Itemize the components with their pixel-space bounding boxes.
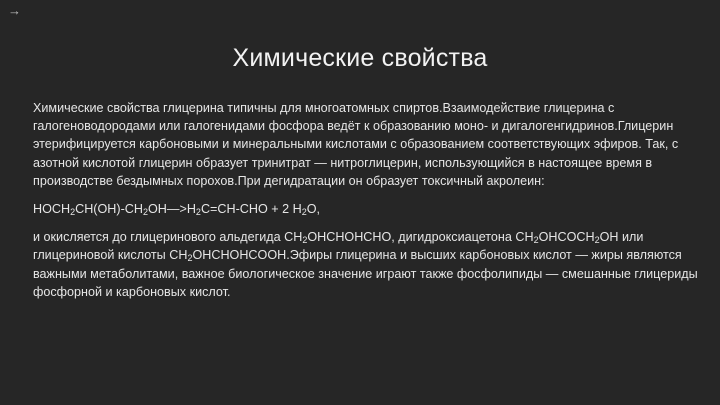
paragraph-intro: Химические свойства глицерина типичны для многоатомных спиртов.Взаимодействие глицерина с галогеноводородами или галогенидами фосфора ведёт к образованию моно- и дигалогенгидринов.Глицерин этерифицируется карбоновыми и минеральными кислотами с образованием соответствующих эфиров. Так, с азотной кислотой глицерин образует тринитрат — нитроглицерин, использующийся в настоящее время в производстве бездымных порохов.При дегидратации он образует токсичный акролеин: [33, 101, 679, 188]
slide-body [33, 99, 698, 301]
slide-title: Химические свойства [232, 44, 488, 72]
paragraph-oxidation: и окисляется до глицеринового альдегида $CH_2OHCHOHCHO$, дигидроксиацетона $CH_2OHCOCH_2OH$ или глицериновой кислоты $CH_2OHCHOHCOOH.Эфиры$ глицерина и высших карбоновых кислот — жиры являются важными метаболитами, важное биологическое значение играют также фосфолипиды — смешанные глицериды фосфорной и карбоновых кислот. [33, 230, 698, 299]
reaction-formula: $HOCH_2CH(OH)-CH_2OH—>H_2C=CH$-CHO + 2 $H_2O$, [33, 202, 321, 218]
arrow-right-icon[interactable]: → [8, 3, 21, 18]
